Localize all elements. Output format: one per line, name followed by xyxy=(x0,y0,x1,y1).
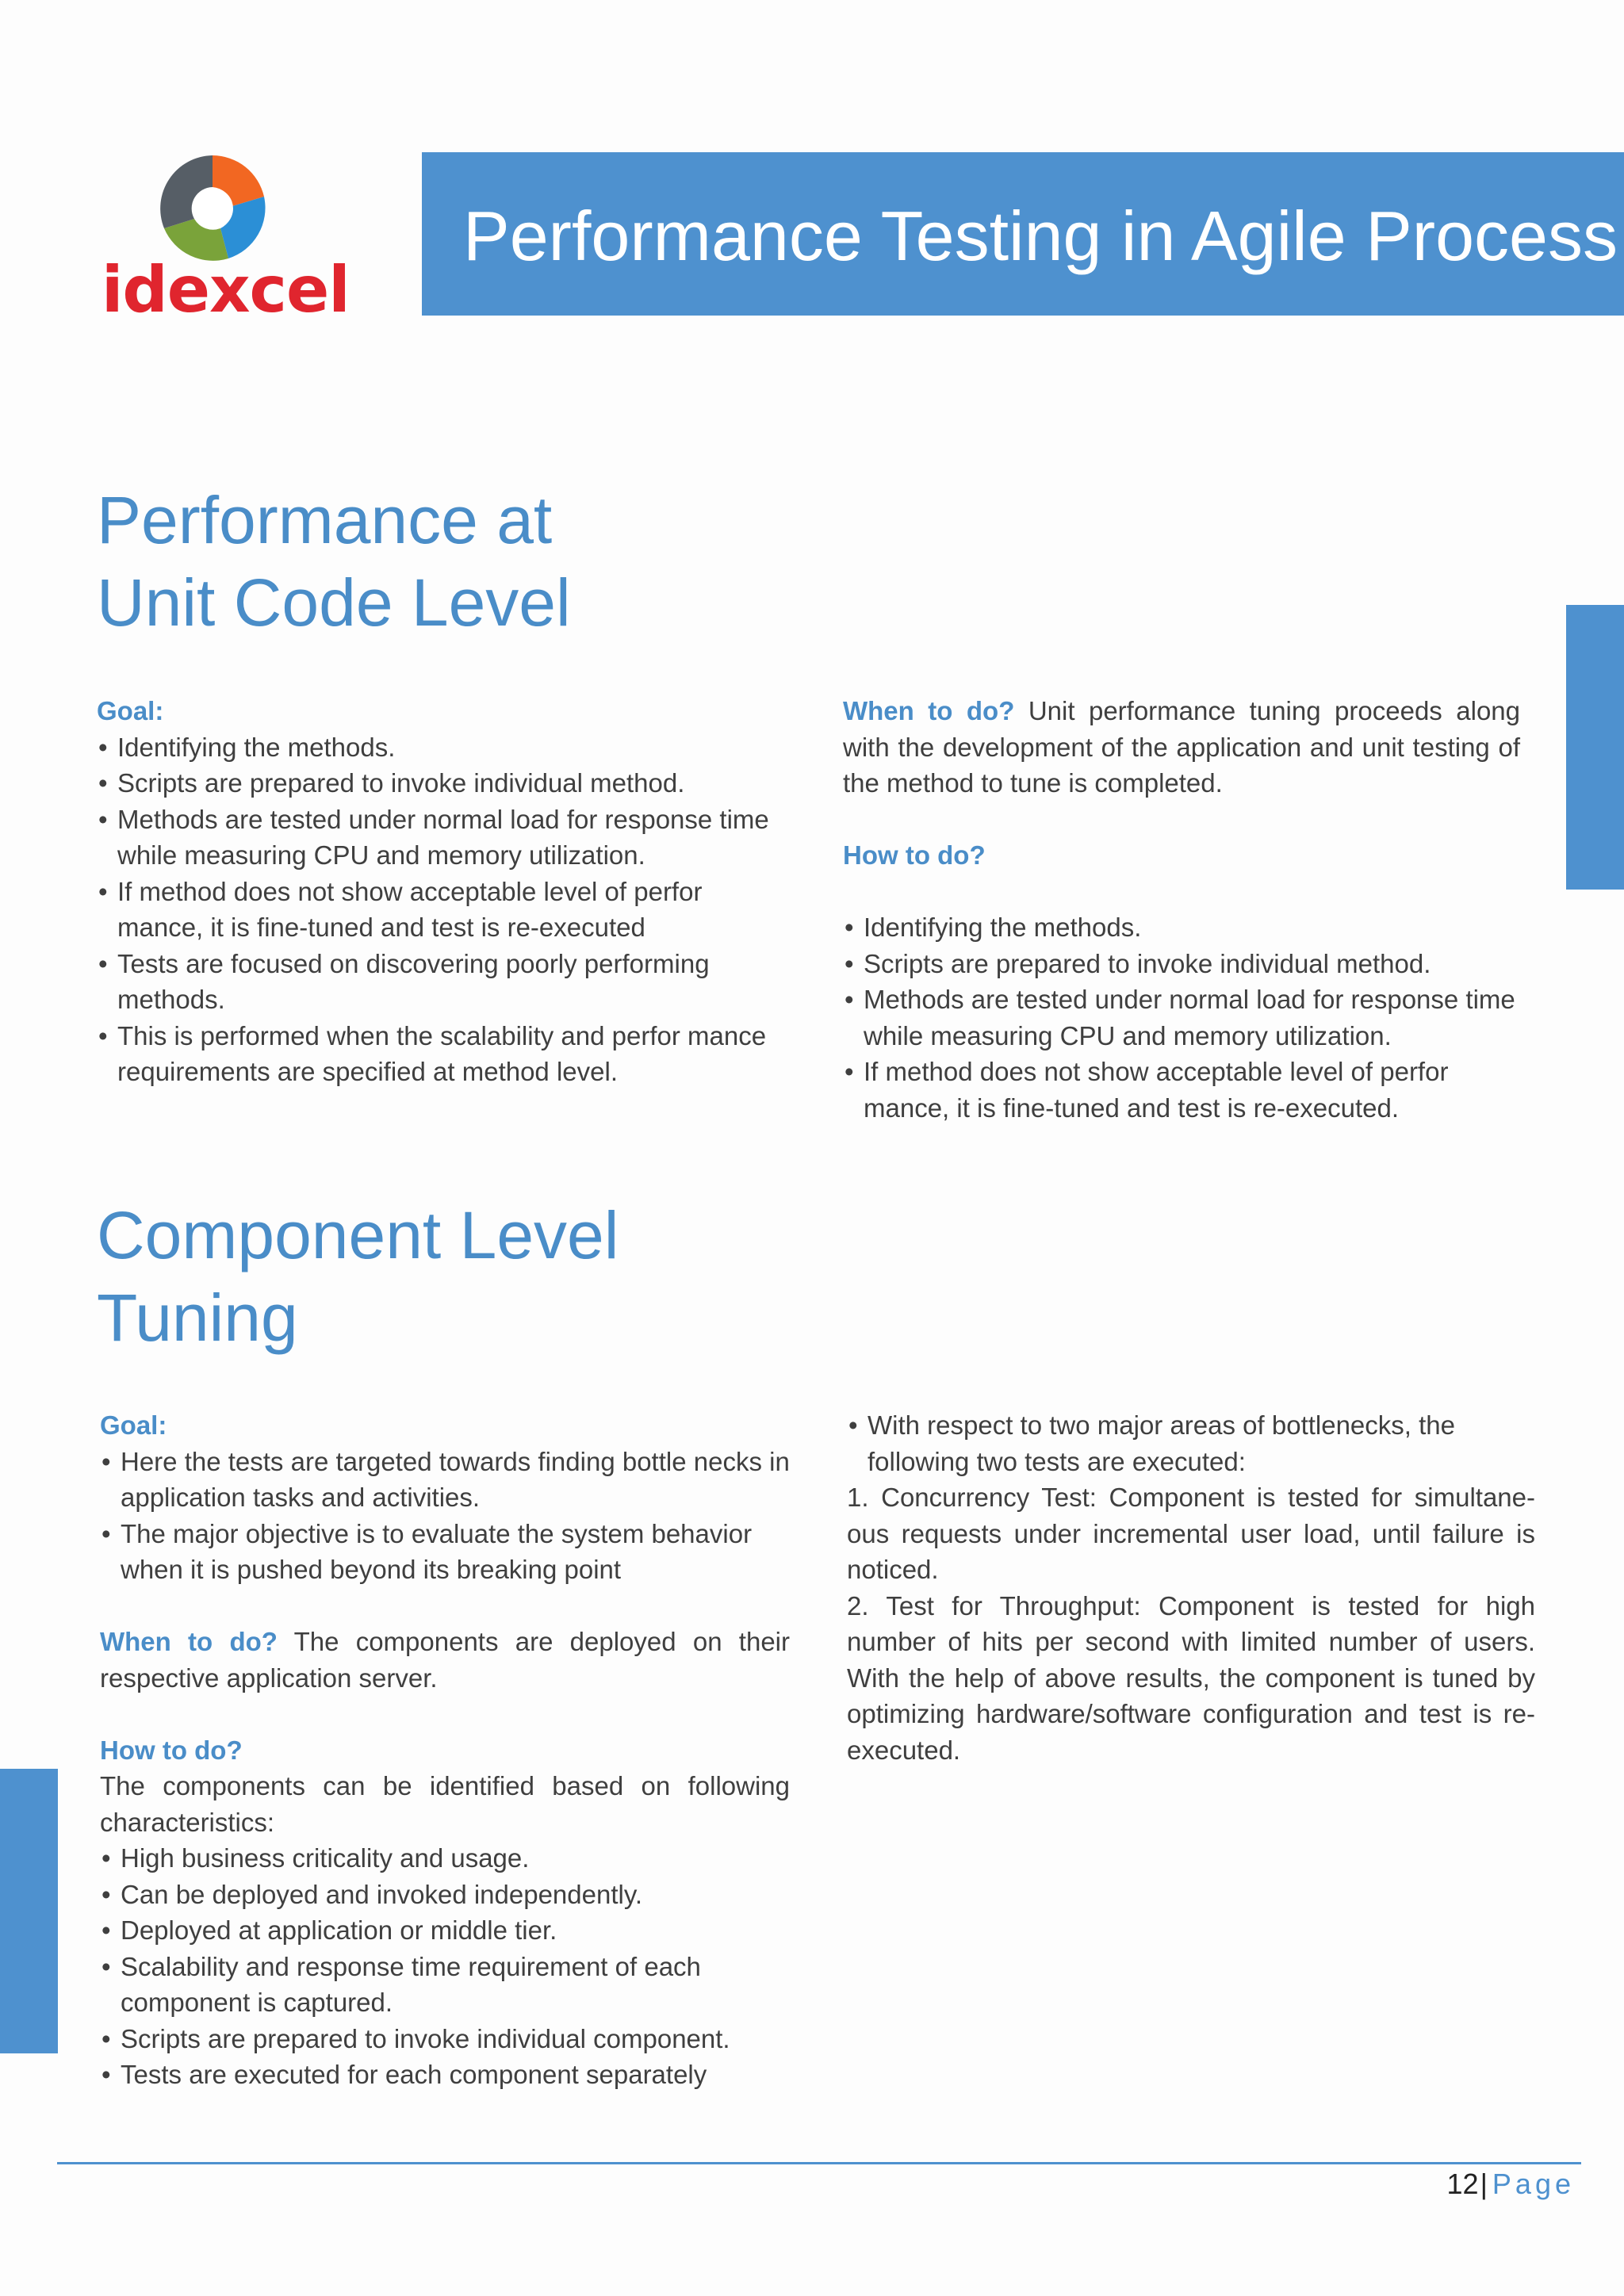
component-right-column xyxy=(847,1407,1535,1768)
list-item: • Can be deployed and invoked independently. xyxy=(100,1877,790,1913)
goal-list xyxy=(97,729,795,1090)
when-label: When to do? xyxy=(100,1627,278,1656)
page-number: 12| Page xyxy=(1446,2168,1575,2200)
goal-list xyxy=(100,1444,790,1588)
throughput-test-text: 2. Test for Throughput: Component is tested for high number of hits per second with limited number of users. With the help of above results, the component is tuned by optimizing hardware/software configuration and test is re-executed. xyxy=(847,1590,1535,1765)
goal-label: Goal: xyxy=(97,696,164,725)
when-paragraph xyxy=(843,693,1520,802)
idexcel-logo xyxy=(102,149,350,327)
unit-when-how-column xyxy=(843,693,1520,1126)
when-text: The components are deployed on their respective application server. xyxy=(100,1627,791,1693)
list-item: • Scripts are prepared to invoke individual method. xyxy=(97,765,795,802)
logo-wordmark: idexcel xyxy=(102,253,350,327)
side-accent-right xyxy=(1566,605,1624,890)
list-item: • Tests are focused on discovering poorly performing methods. xyxy=(97,946,795,1018)
list-item: • The major objective is to evaluate the system behavior when it is pushed beyond its breaking point xyxy=(100,1516,790,1588)
bottleneck-list xyxy=(847,1407,1535,1479)
list-item: • Scripts are prepared to invoke individual component. xyxy=(100,2021,790,2057)
when-text: Unit performance tuning proceeds along with the development of the application and unit testing of the method to tune is completed. xyxy=(843,696,1521,798)
list-item: • Methods are tested under normal load for response time while measuring CPU and memory utilization. xyxy=(843,982,1520,1054)
how-label: How to do? xyxy=(100,1735,243,1765)
when-label: When to do? xyxy=(843,696,1015,725)
side-accent-left xyxy=(0,1769,58,2053)
how-label: How to do? xyxy=(843,840,986,870)
list-item: • Methods are tested under normal load for response time while measuring CPU and memory utilization. xyxy=(97,802,795,874)
component-left-column xyxy=(100,1407,790,2093)
unit-goal-column xyxy=(97,693,795,1090)
list-item: • Here the tests are targeted towards finding bottle necks in application tasks and activities. xyxy=(100,1444,790,1516)
when-paragraph xyxy=(100,1624,790,1696)
how-text: The components can be identified based on following characteristics: xyxy=(100,1771,790,1837)
document-title: Performance Testing in Agile Process xyxy=(463,197,1618,275)
how-list xyxy=(843,909,1520,1126)
list-item: • High business criticality and usage. xyxy=(100,1840,790,1877)
section-heading-component: Component Level Tuning xyxy=(97,1198,619,1355)
goal-label: Goal: xyxy=(100,1410,167,1440)
list-item: • Identifying the methods. xyxy=(97,729,795,766)
list-item: • If method does not show acceptable level of perfor mance, it is fine-tuned and test is re-executed. xyxy=(843,1054,1520,1126)
list-item: • If method does not show acceptable level of perfor mance, it is fine-tuned and test is re-executed xyxy=(97,874,795,946)
concurrency-test-text: 1. Concurrency Test: Component is tested for simultane- ous requests under incremental user load, until failure is noticed. xyxy=(847,1483,1535,1584)
list-item: • This is performed when the scalability and perfor mance requirements are specified at method level. xyxy=(97,1018,795,1090)
list-item: • Scalability and response time requirement of each component is captured. xyxy=(100,1949,790,2021)
header-banner xyxy=(422,152,1624,316)
list-item: • Identifying the methods. xyxy=(843,909,1520,946)
list-item: • Tests are executed for each component separately xyxy=(100,2057,790,2093)
list-item: • With respect to two major areas of bottlenecks, the following two tests are executed: xyxy=(847,1407,1535,1479)
list-item: • Deployed at application or middle tier. xyxy=(100,1912,790,1949)
list-item: • Scripts are prepared to invoke individual method. xyxy=(843,946,1520,982)
section-heading-unit-code: Performance at Unit Code Level xyxy=(97,483,571,640)
footer-rule xyxy=(57,2162,1581,2164)
how-list xyxy=(100,1840,790,2093)
